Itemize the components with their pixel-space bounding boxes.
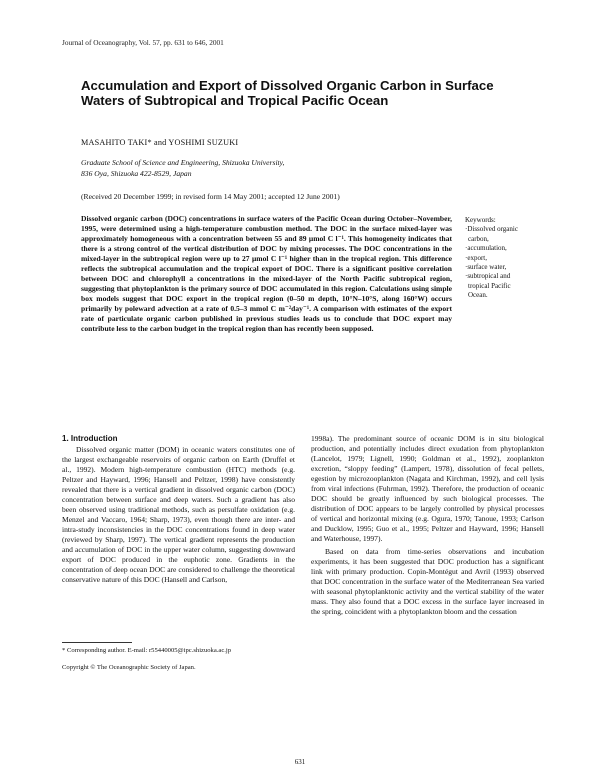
body-column-right (311, 434, 544, 617)
keyword-item: ·accumulation, (465, 244, 507, 253)
keyword-item: ·Dissolved organic (465, 225, 518, 234)
keyword-item: carbon, (468, 234, 489, 243)
keyword-item: tropical Pacific (468, 281, 511, 290)
affiliation-line-1: Graduate School of Science and Engineering, Shizuoka University, (81, 158, 285, 167)
keyword-item: ·surface water, (465, 263, 507, 272)
copyright-notice: Copyright © The Oceanographic Society of Japan. (62, 664, 196, 671)
body-column-left (62, 434, 295, 585)
affiliation (81, 158, 285, 179)
section-heading: 1. Introduction (62, 434, 118, 443)
corresponding-author-footnote: * Corresponding author. E-mail: r55440005@ipc.shizuoka.ac.jp (62, 647, 232, 654)
paragraph: Based on data from time-series observations and incubation experiments, it has been suggested that DOC production has a significant link with primary production. Copin-Montégut and Avril (1993) observed that DOC concentration in the surface water of the Mediterranean Sea varied with seasonal phytoplanktonic activity and the vertical stability of the water mass. They also found that a DOC excess in the surface layer increased in the spring, coincident with a phytoplankton bloom and the cessation (311, 547, 544, 616)
paragraph: 1998a). The predominant source of oceanic DOM is in situ biological production, and potentially includes direct exudation from phytoplankton (Lancelot, 1979; Lignell, 1990; Goldman et al., 1992), zooplankton excretion, “sloppy feeding” (Lampert, 1978), dissolution of fecal pellets, egestion by microzooplankton (Nagata and Kirchman, 1992), and cell lysis from viral infections (Fuhrman, 1992). Therefore, the production of oceanic DOC should be greatly influenced by such biological processes. The distribution of DOC appears to be largely controlled by physical processes of vertical and horizontal mixing (e.g. Ogura, 1970; Tanoue, 1993; Carlson and Ducklow, 1995; Guo et al., 1995; Peltzer and Hayward, 1996; Hansell and Waterhouse, 1997). (311, 434, 544, 543)
article-title: Accumulation and Export of Dissolved Organic Carbon in Surface Waters of Subtropical and Tropical Pacific Ocean (81, 78, 494, 109)
affiliation-line-2: 836 Oya, Shizuoka 422-8529, Japan (81, 168, 192, 178)
abstract: Dissolved organic carbon (DOC) concentrations in surface waters of the Pacific Ocean during October–November, 1995, were determined using a high-temperature combustion method. The DOC in the surface mixed-layer was approximately homogeneous with a concentration between 55 and 89 μmol C l⁻¹. This homogeneity indicates that there is a strong control of the vertical distribution of DOC by mixing processes. The DOC concentrations in the mixed-layer in the subtropical region were up to 27 μmol C l⁻¹ higher than in the tropical region. This difference reflects the subtropical accumulation and the tropical export of DOC. There is a significant positive correlation between DOC and chlorophyll a concentrations in the mixed-layer of the North Pacific subtropical region, suggesting that phytoplankton is the primary source of DOC accumulated in this region. Calculations using simple box models suggest that DOC export in the tropical region (0–50 m depth, 10°N–10°S, along 160°W) occurs primarily by poleward advection at a rate of 0.5–3 mmol C m⁻²day⁻¹. A comparison with estimates of the export rate of particulate organic carbon published in previous studies leads us to conclude that DOC export may contribute less to the carbon budget in the tropical region than has recently been supposed. (81, 214, 452, 333)
keyword-item: Ocean. (468, 291, 488, 300)
page-number: 631 (294, 758, 306, 766)
footnote-divider (62, 642, 132, 643)
journal-header: Journal of Oceanography, Vol. 57, pp. 631 to 646, 2001 (62, 38, 224, 47)
keywords-box (465, 216, 545, 301)
author-list: MASAHITO TAKI* and YOSHIMI SUZUKI (81, 138, 239, 147)
keyword-item: ·export, (465, 253, 487, 262)
paragraph: Dissolved organic matter (DOM) in oceanic waters constitutes one of the largest exchangeable reservoirs of organic carbon on Earth (Druffel et al., 1992). Modern high-temperature combustion (HTC) methods (e.g. Peltzer and Hayward, 1996; Hansell and Peltzer, 1998) have consistently revealed that there is a vertical gradient in dissolved organic carbon (DOC) concentration between surface and deep waters. Such a gradient has also been observed using traditional methods, such as persulfate oxidation (e.g. Menzel and Vaccaro, 1964; Sharp, 1973), even though there are inter- and intra-study inconsistencies in the DOC concentrations found in deep water (reviewed by Sharp, 1997). The vertical gradient represents the production and accumulation of DOC in the upper water column, suggesting downward export of DOC produced in the euphotic zone. Gradients in the concentration of deep ocean DOC are considered to challenge the theoretical conservative nature of this DOC (Hansell and Carlson, (62, 445, 295, 584)
keywords-label: Keywords: (465, 216, 496, 224)
received-dates: (Received 20 December 1999; in revised form 14 May 2001; accepted 12 June 2001) (81, 192, 340, 201)
keyword-item: ·subtropical and (465, 272, 511, 281)
